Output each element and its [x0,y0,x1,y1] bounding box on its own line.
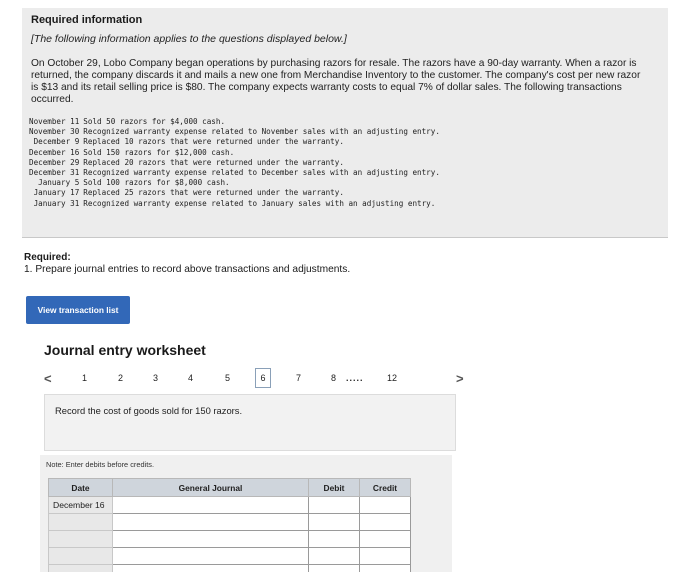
page-6-active[interactable]: 6 [255,368,271,388]
transaction-text: Replaced 10 razors that were returned under the warranty. [83,137,344,147]
credit-column-header: Credit [360,479,411,497]
transaction-text: Sold 150 razors for $12,000 cash. [83,147,235,157]
date-cell [49,514,113,531]
transaction-row [29,199,440,209]
entry-instruction-panel [44,394,456,451]
transaction-row [29,168,440,178]
info-paragraph: On October 29, Lobo Company began operations by purchasing razors for resale. The razors have a 90-day warranty. When a razor is returned, the company discards it and mails a new one from Merchandise Inventory to the customer. The company's cost per new razor is $13 and its retail selling price is $80. The company expects warranty costs to equal 7% of dollar sales. The following transactions occurred. [31,58,641,105]
journal-row [49,514,411,531]
transaction-date: December 16 [29,147,80,157]
transaction-text: Sold 100 razors for $8,000 cash. [83,178,230,188]
credit-input[interactable] [360,531,411,548]
account-select[interactable] [113,548,309,565]
debit-input[interactable] [309,531,360,548]
credit-input[interactable] [360,497,411,514]
info-title: Required information [31,14,143,26]
general-journal-column-header: General Journal [113,479,309,497]
account-select[interactable] [113,514,309,531]
page-2[interactable]: 2 [118,373,124,383]
transaction-date: January 5 [38,178,80,188]
page-5[interactable]: 5 [225,373,231,383]
transaction-row [29,158,440,168]
transaction-row [29,178,440,188]
page-4[interactable]: 4 [188,373,194,383]
transaction-date: November 30 [29,127,80,137]
page-8[interactable]: 8 [331,373,337,383]
debit-input[interactable] [309,514,360,531]
transaction-date: January 31 [33,198,80,208]
page-1[interactable]: 1 [82,373,88,383]
credit-input[interactable] [360,565,411,572]
journal-row [49,497,411,514]
account-select[interactable] [113,565,309,572]
worksheet-pager [40,368,466,388]
required-item: 1. Prepare journal entries to record above transactions and adjustments. [24,264,351,275]
journal-row [49,565,411,572]
transaction-date: December 9 [33,137,80,147]
journal-row [49,548,411,565]
transaction-date: January 17 [33,188,80,198]
required-heading: Required: [24,252,71,263]
next-page-chevron-icon[interactable]: > [456,370,464,386]
transaction-row [29,127,440,137]
account-select[interactable] [113,531,309,548]
debit-input[interactable] [309,565,360,572]
transaction-date: December 29 [29,157,80,167]
page-7[interactable]: 7 [296,373,302,383]
note-text: Note: Enter debits before credits. [46,460,155,469]
transaction-row [29,188,440,198]
page-ellipsis: ..... [346,373,364,383]
debit-input[interactable] [309,497,360,514]
date-cell [49,531,113,548]
transaction-text: Recognized warranty expense related to December sales with an adjusting entry. [83,168,440,178]
date-cell [49,548,113,565]
view-transaction-list-button[interactable]: View transaction list [26,296,130,324]
transaction-row [29,148,440,158]
transaction-text: Replaced 25 razors that were returned under the warranty. [83,188,344,198]
transaction-date: December 31 [29,168,80,178]
date-column-header: Date [49,479,113,497]
date-cell: December 16 [49,497,113,514]
transactions-list [29,117,440,209]
transaction-text: Recognized warranty expense related to November sales with an adjusting entry. [83,127,440,137]
transaction-row [29,137,440,147]
account-select[interactable] [113,497,309,514]
worksheet-title: Journal entry worksheet [44,342,206,358]
transaction-text: Sold 50 razors for $4,000 cash. [83,117,226,126]
prev-page-chevron-icon[interactable]: < [44,370,52,386]
journal-row [49,531,411,548]
info-subtitle: [The following information applies to the questions displayed below.] [31,33,347,45]
journal-table [48,478,411,572]
page-12[interactable]: 12 [387,373,398,383]
date-cell [49,565,113,572]
page-3[interactable]: 3 [153,373,159,383]
credit-input[interactable] [360,548,411,565]
transaction-text: Recognized warranty expense related to January sales with an adjusting entry. [83,198,436,208]
transaction-date: November 11 [29,117,80,126]
debit-column-header: Debit [309,479,360,497]
entry-instruction: Record the cost of goods sold for 150 razors. [55,405,243,416]
transaction-row [29,117,440,127]
debit-input[interactable] [309,548,360,565]
transaction-text: Replaced 20 razors that were returned under the warranty. [83,157,344,167]
credit-input[interactable] [360,514,411,531]
